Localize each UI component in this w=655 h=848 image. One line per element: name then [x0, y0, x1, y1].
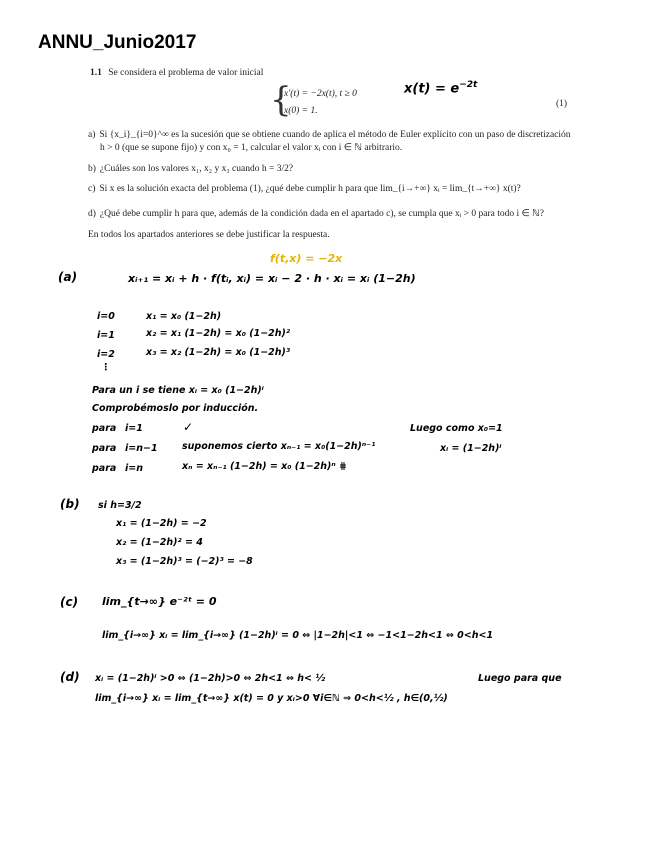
hw-section-b-label: (b): [60, 497, 80, 511]
page-title: ANNU_Junio2017: [38, 32, 197, 53]
hw-ind1-para: para: [92, 423, 117, 434]
hw-c-limit-exact: lim_{t→∞} e⁻²ᵗ = 0: [102, 595, 217, 608]
hw-section-a-label: (a): [58, 270, 78, 284]
item-a: a) Si {x_i}_{i=0}^∞ es la sucesión que se obtiene cuando de aplica el método de Euler explícito con un paso de discretización h > 0 (que se supone fijo) y con x₀ = 1, calcular el valor xᵢ con i ∈ ℕ arbitrario.: [88, 130, 571, 153]
hw-ind3-i: i=n: [125, 463, 143, 474]
hw-b-h-value: si h=3/2: [98, 500, 142, 511]
problem-number: 1.1: [90, 68, 102, 78]
hw-ind2-para: para: [92, 443, 117, 454]
hw-row1-index: i=1: [97, 330, 115, 341]
hw-row0-index: i=0: [97, 311, 115, 322]
hw-ind1-i: i=1: [125, 423, 143, 434]
hw-induction-heading: Comprobémoslo por inducción.: [92, 403, 259, 414]
hw-dots: ⋮: [101, 362, 111, 373]
hw-yellow-note: f(t,x) = −2x: [270, 252, 343, 265]
hw-d-luego: Luego para que: [478, 673, 562, 684]
hw-section-c-label: (c): [60, 595, 79, 609]
problem-intro: Se considera el problema de valor inicial: [108, 68, 264, 78]
hw-ind3-eq: xₙ = xₙ₋₁ (1−2h) = x₀ (1−2h)ⁿ ⋕: [182, 461, 347, 472]
hw-c-condition: lim_{i→∞} xᵢ = lim_{i→∞} (1−2h)ⁱ = 0 ⇔ |1−2h|<1 ⇔ −1<1−2h<1 ⇔ 0<h<1: [102, 630, 494, 641]
item-d: d) ¿Qué debe cumplir h para que, además de la condición dada en el apartado c), se cumpla que xᵢ > 0 para todo i ∈ ℕ?: [88, 209, 544, 219]
equation-2: x(0) = 1.: [284, 106, 318, 116]
hw-ind2-i: i=n−1: [125, 443, 158, 454]
item-c: c) Si x es la solución exacta del problema (1), ¿qué debe cumplir h para que lim_{i→+∞} xᵢ = lim_{t→+∞} x(t)?: [88, 184, 521, 194]
handwritten-solution-annotation: $x(t) = e^{-2t}$: [404, 80, 478, 97]
hw-b-x1: x₁ = (1−2h) = −2: [116, 518, 207, 529]
hw-row2-index: i=2: [97, 349, 115, 360]
hw-b-x3: x₃ = (1−2h)³ = (−2)³ = −8: [116, 556, 253, 567]
check-mark-icon: ✓: [183, 420, 194, 434]
hw-general-formula: Para un i se tiene xᵢ = x₀ (1−2h)ⁱ: [92, 385, 264, 396]
item-b: b) ¿Cuáles son los valores x₁, x₂ y x₃ cuando h = 3/2?: [88, 164, 294, 174]
hw-row1-eq: x₂ = x₁ (1−2h) = x₀ (1−2h)²: [146, 328, 291, 339]
hw-row0-eq: x₁ = x₀ (1−2h): [146, 311, 222, 322]
hw-b-x2: x₂ = (1−2h)² = 4: [116, 537, 203, 548]
equation-number: (1): [556, 99, 568, 109]
brace-icon: {: [270, 80, 292, 120]
problem-heading: [90, 68, 263, 78]
hw-luego-como: Luego como x₀=1: [410, 423, 503, 434]
hw-luego-result: xᵢ = (1−2h)ⁱ: [440, 443, 502, 454]
hw-ind3-para: para: [92, 463, 117, 474]
closing-note: En todos los apartados anteriores se debe justificar la respuesta.: [88, 230, 330, 240]
hw-euler-step: xᵢ₊₁ = xᵢ + h · f(tᵢ, xᵢ) = xᵢ − 2 · h · xᵢ = xᵢ (1−2h): [128, 272, 416, 285]
hw-ind2-assume: suponemos cierto xₙ₋₁ = x₀(1−2h)ⁿ⁻¹: [182, 441, 376, 452]
equation-1: x′(t) = −2x(t), t ≥ 0: [284, 89, 357, 99]
hw-d-conclusion: lim_{i→∞} xᵢ = lim_{t→∞} x(t) = 0 y xᵢ>0 ∀i∈ℕ ⇒ 0<h<½ , h∈(0,½): [95, 693, 448, 704]
hw-row2-eq: x₃ = x₂ (1−2h) = x₀ (1−2h)³: [146, 347, 291, 358]
hw-section-d-label: (d): [60, 670, 80, 684]
hw-d-positivity: xᵢ = (1−2h)ⁱ >0 ⇔ (1−2h)>0 ⇔ 2h<1 ⇔ h< ½: [95, 673, 326, 684]
